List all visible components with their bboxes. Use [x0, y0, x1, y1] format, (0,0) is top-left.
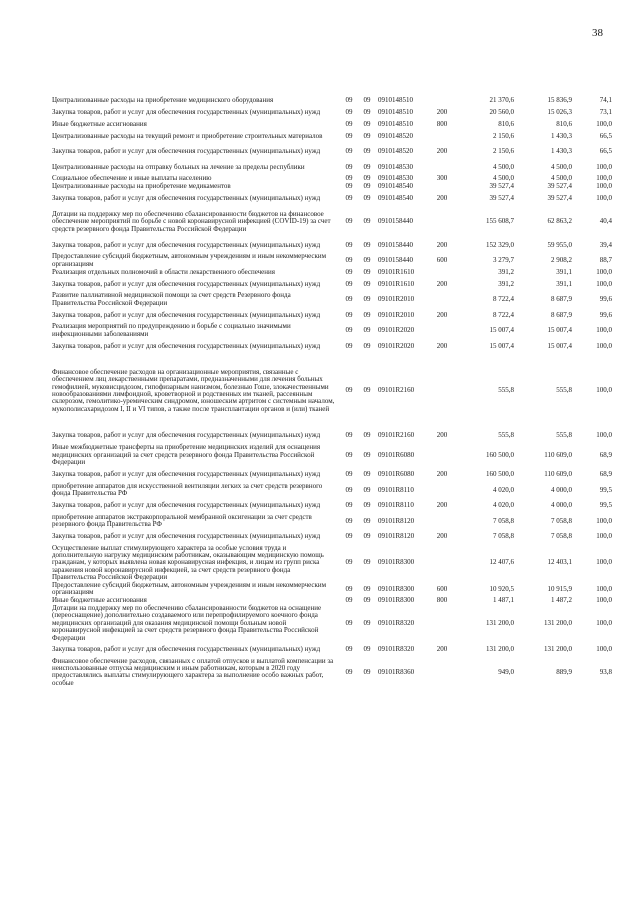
table-row [52, 183, 612, 191]
row-approved-amount: 160 500,0 [486, 470, 514, 479]
row-subsection: 09 [363, 618, 371, 627]
row-name: Закупка товаров, работ и услуг для обеспечения государственных (муниципальных) нужд [52, 240, 321, 249]
row-name: Закупка товаров, работ и услуг для обеспечения государственных (муниципальных) нужд [52, 470, 321, 479]
row-subsection: 09 [363, 326, 371, 335]
row-subsection: 09 [363, 131, 371, 140]
row-execution-percent: 100,0 [596, 645, 612, 654]
table-row [52, 191, 612, 207]
row-subsection: 09 [363, 470, 371, 479]
row-target-article: 0910158440 [378, 256, 413, 265]
row-approved-amount: 8 722,4 [493, 295, 514, 304]
row-approved-amount: 131 200,0 [486, 645, 514, 654]
row-name: Социальное обеспечение и иные выплаты населению [52, 174, 212, 183]
row-target-article: 09101R6080 [378, 470, 415, 479]
row-executed-amount: 391,1 [556, 279, 572, 288]
row-executed-amount: 1 487,2 [551, 597, 572, 605]
row-target-article: 0910148540 [378, 183, 413, 191]
row-executed-amount: 555,8 [556, 386, 572, 395]
row-name: Иные межбюджетные трансферты на приобретение медицинских изделий для оснащения медицинских организаций за счет средств резервного фонда Правительства Российской Федерации [52, 443, 321, 466]
row-subsection: 09 [363, 645, 371, 654]
table-row [52, 207, 612, 238]
row-approved-amount: 15 007,4 [489, 326, 514, 335]
row-target-article: 09101R8120 [378, 516, 415, 525]
row-executed-amount: 131 200,0 [544, 618, 572, 627]
row-target-article: 09101R8360 [378, 667, 415, 676]
row-expense-type [432, 545, 452, 582]
row-target-article: 09101R2010 [378, 310, 415, 319]
row-approved-amount: 155 608,7 [486, 217, 514, 226]
row-execution-percent: 100,0 [596, 584, 612, 593]
row-execution-percent: 100,0 [596, 279, 612, 288]
row-section: 09 [345, 618, 353, 627]
row-executed-amount: 15 836,9 [547, 97, 572, 105]
table-row [52, 238, 612, 254]
row-subsection: 09 [363, 584, 371, 593]
row-target-article: 0910148540 [378, 194, 413, 203]
row-executed-amount: 4 000,0 [551, 485, 572, 494]
row-subsection: 09 [363, 310, 371, 319]
row-name: Предоставление субсидий бюджетным, автономным учреждениям и иным некоммерческим организациям [52, 252, 327, 268]
row-expense-type [432, 97, 452, 105]
row-target-article: 09101R2160 [378, 431, 415, 440]
row-section: 09 [345, 162, 353, 171]
row-approved-amount: 12 407,6 [489, 558, 514, 567]
row-target-article: 0910148520 [378, 147, 413, 156]
row-approved-amount: 152 329,0 [486, 240, 514, 249]
row-execution-percent: 100,0 [596, 516, 612, 525]
row-name: Закупка товаров, работ и услуг для обеспечения государственных (муниципальных) нужд [52, 532, 321, 541]
row-section: 09 [345, 268, 353, 276]
row-name: Финансовое обеспечение расходов, связанных с оплатой отпусков и выплатой компенсации за неиспользованные отпуска медицинским и иным работникам, которым в 2020 году предоставлялись выплаты стимулирующего характера за выполнение особо важных работ, особые [52, 656, 334, 687]
row-expense-type [432, 292, 452, 308]
row-execution-percent: 99,6 [599, 310, 612, 319]
row-approved-amount: 1 487,1 [493, 597, 514, 605]
row-execution-percent: 99,5 [599, 485, 612, 494]
row-executed-amount: 555,8 [556, 431, 572, 440]
page-number: 38 [592, 27, 603, 39]
row-expense-type [432, 207, 452, 238]
row-approved-amount: 4 020,0 [493, 501, 514, 510]
row-section: 09 [345, 326, 353, 335]
row-target-article: 09101R1610 [378, 279, 415, 288]
table-row [52, 483, 612, 499]
row-expense-type: 600 [436, 584, 448, 593]
row-section: 09 [345, 485, 353, 494]
row-subsection: 09 [363, 108, 371, 117]
row-subsection: 09 [363, 485, 371, 494]
row-target-article: 09101R8300 [378, 584, 415, 593]
row-subsection: 09 [363, 268, 371, 276]
row-executed-amount: 391,1 [556, 268, 572, 276]
table-row [52, 545, 612, 582]
row-section: 09 [345, 470, 353, 479]
row-approved-amount: 949,0 [498, 667, 514, 676]
row-target-article: 0910148520 [378, 131, 413, 140]
row-section: 09 [345, 295, 353, 304]
row-section: 09 [345, 341, 353, 350]
row-executed-amount: 15 026,3 [547, 108, 572, 117]
row-name: Закупка товаров, работ и услуг для обеспечения государственных (муниципальных) нужд [52, 431, 321, 440]
row-approved-amount: 160 500,0 [486, 450, 514, 459]
row-approved-amount: 3 279,7 [493, 256, 514, 265]
row-approved-amount: 4 500,0 [493, 162, 514, 171]
row-expense-type: 200 [436, 532, 448, 541]
row-approved-amount: 21 370,6 [489, 97, 514, 105]
row-target-article: 0910148510 [378, 108, 413, 117]
row-subsection: 09 [363, 667, 371, 676]
row-expense-type: 300 [436, 175, 448, 183]
row-target-article: 09101R2160 [378, 386, 415, 395]
row-expense-type: 800 [436, 597, 448, 605]
row-name: Иные бюджетные ассигнования [52, 596, 147, 605]
row-name: Централизованные расходы на отправку больных на лечение за пределы республики [52, 162, 305, 171]
row-expense-type: 200 [436, 147, 448, 156]
row-executed-amount: 39 527,4 [547, 194, 572, 203]
table-row [52, 582, 612, 598]
row-subsection: 09 [363, 532, 371, 541]
table-row [52, 308, 612, 324]
row-expense-type: 200 [436, 240, 448, 249]
row-expense-type: 800 [436, 120, 448, 128]
row-subsection: 09 [363, 431, 371, 440]
row-section: 09 [345, 147, 353, 156]
row-approved-amount: 391,2 [498, 268, 514, 276]
row-approved-amount: 7 058,8 [493, 516, 514, 525]
row-expense-type: 600 [436, 256, 448, 265]
row-approved-amount: 10 920,5 [489, 584, 514, 593]
row-name: Закупка товаров, работ и услуг для обеспечения государственных (муниципальных) нужд [52, 147, 321, 156]
table-row [52, 529, 612, 545]
row-expense-type: 200 [436, 310, 448, 319]
row-name: Закупка товаров, работ и услуг для обеспечения государственных (муниципальных) нужд [52, 501, 321, 510]
row-subsection: 09 [363, 516, 371, 525]
row-target-article: 09101R8110 [378, 501, 414, 510]
row-expense-type: 200 [436, 645, 448, 654]
row-approved-amount: 15 007,4 [489, 341, 514, 350]
row-section: 09 [345, 597, 353, 605]
row-expense-type [432, 605, 452, 642]
row-executed-amount: 8 687,9 [551, 310, 572, 319]
row-executed-amount: 889,9 [556, 667, 572, 676]
row-name: Финансовое обеспечение расходов на организационные мероприятия, связанные с обеспечением лиц лекарственными препаратами, предназначенными для лечения больных гемофилией, муковисцидозом, гипофизарным нанизмом, болезнью Гоше, злокачественными новообразованиями лимфоидной, кроветворной и родственных им тканей, рассеянным склерозом, гемолитико-уремическим синдромом, юношеским артритом с системным началом, мукополисахаридозом I, II и VI типов, а также после трансплантации органов и (или) тканей [52, 367, 335, 413]
row-executed-amount: 8 687,9 [551, 295, 572, 304]
table-row [52, 129, 612, 145]
table-row [52, 97, 612, 105]
row-target-article: 09101R8110 [378, 485, 414, 494]
row-section: 09 [345, 431, 353, 440]
row-name: Закупка товаров, работ и услуг для обеспечения государственных (муниципальных) нужд [52, 194, 321, 203]
row-approved-amount: 2 150,6 [493, 131, 514, 140]
row-target-article: 0910148510 [378, 97, 413, 105]
row-name: Развитие паллиативной медицинской помощи за счет средств Резервного фонда Правительства Российской Федерации [52, 291, 291, 307]
row-name: Дотации на поддержку мер по обеспечению сбалансированности бюджетов на финансовое обеспечение мероприятий по борьбе с новой коронавирусной инфекцией (COVID-19) за счет средств резервного фонда Правительства Российской Федерации [52, 209, 331, 233]
row-subsection: 09 [363, 386, 371, 395]
row-target-article: 0910148510 [378, 120, 413, 128]
row-execution-percent: 100,0 [596, 386, 612, 395]
row-executed-amount: 39 527,4 [547, 183, 572, 191]
row-subsection: 09 [363, 341, 371, 350]
table-row [52, 323, 612, 339]
row-subsection: 09 [363, 97, 371, 105]
row-executed-amount: 1 430,3 [551, 147, 572, 156]
table-row [52, 121, 612, 129]
row-subsection: 09 [363, 501, 371, 510]
row-section: 09 [345, 256, 353, 265]
budget-table [52, 97, 612, 687]
row-expense-type: 200 [436, 501, 448, 510]
row-executed-amount: 131 200,0 [544, 645, 572, 654]
row-expense-type: 200 [436, 470, 448, 479]
row-subsection: 09 [363, 217, 371, 226]
row-target-article: 09101R8300 [378, 597, 415, 605]
row-approved-amount: 810,6 [498, 120, 514, 128]
row-subsection: 09 [363, 162, 371, 171]
table-row [52, 498, 612, 514]
row-execution-percent: 100,0 [596, 183, 612, 191]
row-execution-percent: 88,7 [599, 256, 612, 265]
row-executed-amount: 4 000,0 [551, 501, 572, 510]
row-section: 09 [345, 516, 353, 525]
row-execution-percent: 66,5 [599, 147, 612, 156]
row-section: 09 [345, 240, 353, 249]
row-name: Закупка товаров, работ и услуг для обеспечения государственных (муниципальных) нужд [52, 341, 321, 350]
row-approved-amount: 131 200,0 [486, 618, 514, 627]
row-expense-type: 200 [436, 279, 448, 288]
row-target-article: 09101R8120 [378, 532, 415, 541]
row-execution-percent: 73,1 [599, 108, 612, 117]
row-section: 09 [345, 310, 353, 319]
row-execution-percent: 100,0 [596, 532, 612, 541]
row-approved-amount: 555,8 [498, 431, 514, 440]
row-executed-amount: 12 403,1 [547, 558, 572, 567]
row-name: Централизованные расходы на приобретение медицинского оборудования [52, 96, 274, 105]
row-approved-amount: 4 500,0 [493, 175, 514, 183]
row-name: Осуществление выплат стимулирующего характера за особые условия труда и дополнительную нагрузку медицинским работникам, оказывающим медицинскую помощь гражданам, у которых выявлена новая коронавирусная инфекция, и лицам из групп риска заражения новой коронавирусной инфекцией, за счет средств резервного фонда Правительства Российской Федерации [52, 543, 324, 582]
row-subsection: 09 [363, 194, 371, 203]
row-execution-percent: 100,0 [596, 268, 612, 276]
row-section: 09 [345, 108, 353, 117]
table-row [52, 144, 612, 160]
row-section: 09 [345, 175, 353, 183]
row-execution-percent: 68,9 [599, 470, 612, 479]
row-section: 09 [345, 645, 353, 654]
row-name: Централизованные расходы на текущий ремонт и приобретение строительных материалов [52, 131, 323, 140]
row-approved-amount: 4 020,0 [493, 485, 514, 494]
row-subsection: 09 [363, 183, 371, 191]
table-row [52, 467, 612, 483]
row-target-article: 09101R8320 [378, 618, 415, 627]
row-target-article: 09101R8320 [378, 645, 415, 654]
row-name: Реализация отдельных полномочий в области лекарственного обеспечения [52, 267, 275, 276]
row-name: приобретение аппаратов для искусственной вентиляции легких за счет средств резервного фонда Правительства РФ [52, 481, 323, 498]
row-expense-type [432, 269, 452, 277]
row-execution-percent: 68,9 [599, 450, 612, 459]
row-executed-amount: 15 007,4 [547, 326, 572, 335]
row-section: 09 [345, 558, 353, 567]
row-approved-amount: 555,8 [498, 386, 514, 395]
row-target-article: 09101R2020 [378, 341, 415, 350]
row-name: Централизованные расходы на приобретение медикаментов [52, 182, 231, 191]
row-target-article: 09101R6080 [378, 450, 415, 459]
row-subsection: 09 [363, 450, 371, 459]
row-expense-type: 200 [436, 108, 448, 117]
row-execution-percent: 99,5 [599, 501, 612, 510]
table-row [52, 277, 612, 293]
row-subsection: 09 [363, 597, 371, 605]
row-section: 09 [345, 279, 353, 288]
row-execution-percent: 100,0 [596, 558, 612, 567]
row-executed-amount: 15 007,4 [547, 341, 572, 350]
table-row [52, 269, 612, 277]
table-row [52, 658, 612, 688]
table-row [52, 339, 612, 355]
row-name: Закупка товаров, работ и услуг для обеспечения государственных (муниципальных) нужд [52, 279, 321, 288]
row-section: 09 [345, 97, 353, 105]
row-target-article: 0910148530 [378, 162, 413, 171]
row-execution-percent: 100,0 [596, 618, 612, 627]
row-target-article: 09101R1610 [378, 268, 415, 276]
row-expense-type [432, 183, 452, 191]
row-expense-type [432, 129, 452, 145]
row-section: 09 [345, 532, 353, 541]
row-target-article: 09101R2010 [378, 295, 415, 304]
row-approved-amount: 7 058,8 [493, 532, 514, 541]
row-name: Закупка товаров, работ и услуг для обеспечения государственных (муниципальных) нужд [52, 310, 321, 319]
row-name: Иные бюджетные ассигнования [52, 119, 147, 128]
row-name: Закупка товаров, работ и услуг для обеспечения государственных (муниципальных) нужд [52, 645, 321, 654]
row-expense-type: 200 [436, 431, 448, 440]
row-subsection: 09 [363, 295, 371, 304]
row-executed-amount: 110 609,0 [544, 470, 572, 479]
row-name: Дотации на поддержку мер по обеспечению сбалансированности бюджетов на оснащение (переоснащение) дополнительно создаваемого или перепрофилируемого коечного фонда медицинских организаций для оказания медицинской помощи больным новой коронавирусной инфекцией за счет средств резервного фонда Правительства Российской Федерации [52, 604, 322, 642]
table-body [52, 97, 612, 687]
row-subsection: 09 [363, 175, 371, 183]
row-subsection: 09 [363, 147, 371, 156]
row-execution-percent: 39,4 [599, 240, 612, 249]
row-name: приобретение аппаратов экстракорпоральной мембранной оксигенации за счет средств резервного фонда Правительства РФ [52, 512, 312, 529]
row-section: 09 [345, 584, 353, 593]
row-section: 09 [345, 131, 353, 140]
row-executed-amount: 810,6 [556, 120, 572, 128]
row-execution-percent: 100,0 [596, 162, 612, 171]
row-section: 09 [345, 450, 353, 459]
row-expense-type [432, 658, 452, 688]
row-approved-amount: 39 527,4 [489, 194, 514, 203]
row-target-article: 0910148530 [378, 175, 413, 183]
table-row [52, 605, 612, 642]
table-row [52, 160, 612, 176]
row-expense-type [432, 354, 452, 428]
row-section: 09 [345, 667, 353, 676]
row-executed-amount: 4 500,0 [551, 162, 572, 171]
row-name: Закупка товаров, работ и услуг для обеспечения государственных (муниципальных) нужд [52, 108, 321, 117]
row-executed-amount: 4 500,0 [551, 175, 572, 183]
row-executed-amount: 1 430,3 [551, 131, 572, 140]
table-row [52, 642, 612, 658]
row-expense-type: 200 [436, 341, 448, 350]
row-subsection: 09 [363, 120, 371, 128]
row-executed-amount: 7 058,8 [551, 516, 572, 525]
row-name: Предоставление субсидий бюджетным, автономным учреждениям и иным некоммерческим организациям [52, 580, 327, 597]
row-section: 09 [345, 194, 353, 203]
table-row [52, 428, 612, 444]
row-section: 09 [345, 120, 353, 128]
row-expense-type: 200 [436, 194, 448, 203]
row-execution-percent: 100,0 [596, 326, 612, 335]
table-row [52, 292, 612, 308]
row-expense-type [432, 160, 452, 176]
row-execution-percent: 100,0 [596, 341, 612, 350]
row-expense-type [432, 483, 452, 499]
table-row [52, 253, 612, 269]
row-execution-percent: 100,0 [596, 194, 612, 203]
row-executed-amount: 2 908,2 [551, 256, 572, 265]
row-approved-amount: 391,2 [498, 279, 514, 288]
row-section: 09 [345, 501, 353, 510]
row-expense-type [432, 514, 452, 530]
table-row [52, 105, 612, 121]
row-section: 09 [345, 183, 353, 191]
row-subsection: 09 [363, 240, 371, 249]
row-executed-amount: 110 609,0 [544, 450, 572, 459]
row-execution-percent: 93,8 [599, 667, 612, 676]
row-approved-amount: 39 527,4 [489, 183, 514, 191]
row-executed-amount: 59 955,0 [547, 240, 572, 249]
row-executed-amount: 62 863,2 [547, 217, 572, 226]
row-approved-amount: 20 560,0 [489, 108, 514, 117]
row-execution-percent: 66,5 [599, 131, 612, 140]
row-execution-percent: 100,0 [596, 120, 612, 128]
row-target-article: 0910158440 [378, 217, 413, 226]
row-approved-amount: 2 150,6 [493, 147, 514, 156]
row-subsection: 09 [363, 558, 371, 567]
row-target-article: 09101R2020 [378, 326, 415, 335]
row-subsection: 09 [363, 279, 371, 288]
table-row [52, 354, 612, 428]
row-target-article: 0910158440 [378, 240, 413, 249]
row-section: 09 [345, 217, 353, 226]
row-name: Реализация мероприятий по предупреждению и борьбе с социально значимыми инфекционными заболеваниями [52, 322, 291, 338]
table-row [52, 514, 612, 530]
row-execution-percent: 74,1 [599, 97, 612, 105]
row-execution-percent: 100,0 [596, 175, 612, 183]
row-execution-percent: 100,0 [596, 431, 612, 440]
row-expense-type [432, 323, 452, 339]
row-target-article: 09101R8300 [378, 558, 415, 567]
row-execution-percent: 40,4 [599, 217, 612, 226]
row-approved-amount: 8 722,4 [493, 310, 514, 319]
row-executed-amount: 7 058,8 [551, 532, 572, 541]
row-executed-amount: 10 915,9 [547, 584, 572, 593]
row-execution-percent: 100,0 [596, 597, 612, 605]
row-expense-type [432, 444, 452, 468]
table-row [52, 444, 612, 468]
row-section: 09 [345, 386, 353, 395]
row-execution-percent: 99,6 [599, 295, 612, 304]
row-subsection: 09 [363, 256, 371, 265]
